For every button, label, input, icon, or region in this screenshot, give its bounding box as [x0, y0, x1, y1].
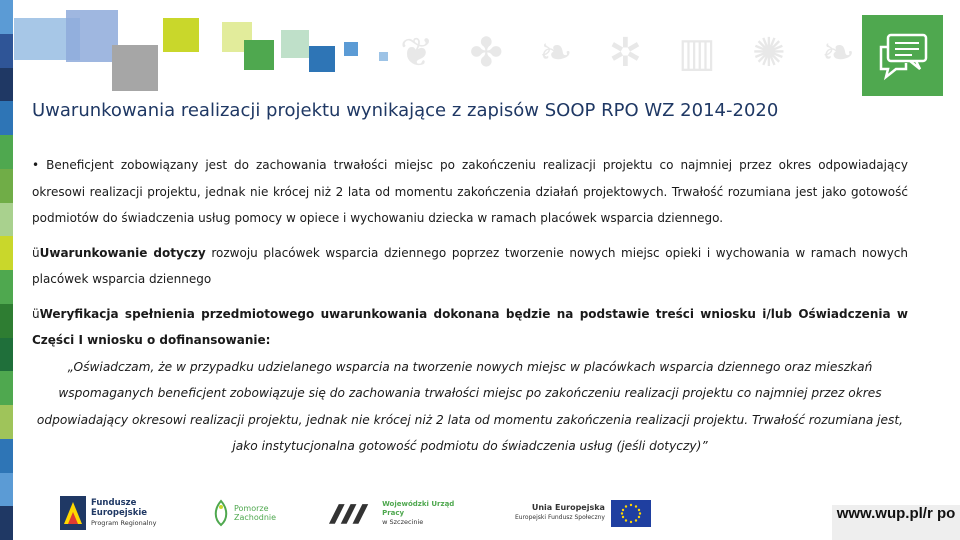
strip-segment [0, 304, 13, 338]
logo-wup-szczecin [327, 500, 477, 527]
strip-segment [0, 338, 13, 372]
check-item-2 [32, 301, 908, 354]
check-item-1 [32, 240, 908, 293]
bullet-marker: • [32, 158, 40, 172]
paragraph-text: Beneficjent zobowiązany jest do zachowania trwałości miejsc po zakończeniu realizacji projektu co najmniej przez okres odpowiadający okresowi realizacji projektu, jednak nie krócej niż 2 lata od momentu zakończenia działań projektowych. Trwałość rozumiana jest jako gotowość podmiotów do świadczenia usług pomocy w opiece i wychowaniu dziecka w ramach placówek wsparcia dziennego. [32, 158, 908, 225]
logo-unia-europejska [515, 500, 651, 527]
left-color-strip [0, 0, 13, 540]
check-item-2-text: Weryfikacja spełnienia przedmiotowego uwarunkowania dokonana będzie na podstawie treści wniosku i/lub Oświadczenia w Części I wniosku o dofinansowanie: [32, 306, 908, 347]
wind-turbine-icon: ✤ [469, 30, 504, 76]
strip-segment [0, 0, 13, 34]
decor-square [244, 40, 274, 70]
tree-icon: ❦ [400, 30, 434, 76]
bullet-paragraph [32, 152, 908, 232]
strip-segment [0, 439, 13, 473]
building-icon: ▥ [678, 30, 716, 76]
check-item-1-text: rozwoju placówek wsparcia dziennego poprzez tworzenie nowych miejsc opieki i wychowania w ramach nowych placówek wsparcia dziennego [32, 245, 909, 286]
check-marker: ü [32, 306, 40, 321]
logo-pomorze-zachodnie [212, 499, 327, 527]
decor-square [309, 46, 335, 72]
eu-flag-icon [611, 500, 651, 527]
strip-segment [0, 203, 13, 237]
pomorze-logo-icon [212, 499, 230, 527]
decor-square [112, 45, 158, 91]
logo1-line1: Fundusze [91, 498, 137, 508]
decor-square [379, 52, 388, 61]
logo3-line1: Wojewódzki Urząd Pracy [382, 499, 455, 517]
main-content [32, 152, 908, 460]
logo4-line1: Unia Europejska [531, 503, 605, 512]
decor-square [163, 18, 199, 52]
strip-segment [0, 135, 13, 169]
logo4-line2: Europejski Fundusz Społeczny [515, 514, 605, 521]
logo2-line2: Zachodnie [234, 513, 277, 522]
leaf-icon: ❧ [539, 30, 573, 76]
check-item-1-bold: Uwarunkowanie dotyczy [39, 245, 206, 260]
decor-square [344, 42, 358, 56]
strip-segment [0, 34, 13, 68]
declaration-quote: „Oświadczam, że w przypadku udzielanego wsparcia na tworzenie nowych miejsc w placówkach wsparcia dziennego oraz mieszkań wspomaganych beneficjent zobowiązuje się do zachowania trwałości miejsc po zakończeniu realizacji projektu co najmniej przez okres odpowiadający okresowi realizacji projektu, jednak nie krócej niż 2 lata od momentu zakończenia realizacji projektu. Trwałość rozumiana jest, jako instytucjonalna gotowość podmiotu do świadczenia usług (jeśli dotyczy)” [36, 359, 904, 453]
sun-icon: ✺ [751, 30, 786, 76]
strip-segment [0, 405, 13, 439]
logo1-line3: Program Regionalny [91, 519, 157, 527]
decor-square [66, 10, 118, 62]
strip-segment [0, 101, 13, 135]
website-url[interactable]: www.wup.pl/r po [832, 505, 960, 540]
fe-logo-icon [60, 496, 86, 530]
strip-segment [0, 236, 13, 270]
strip-segment [0, 371, 13, 405]
logo1-line2: Europejskie [91, 508, 148, 518]
leaf-icon: ❧ [821, 30, 855, 76]
check-marker: ü [32, 245, 40, 260]
wup-logo-icon [327, 500, 376, 526]
strip-segment [0, 169, 13, 203]
strip-segment [0, 68, 13, 102]
logo-fundusze-europejskie [60, 496, 180, 530]
strip-segment [0, 506, 13, 540]
strip-segment [0, 270, 13, 304]
background-icons [400, 18, 855, 88]
gear-icon: ✲ [608, 30, 643, 76]
logo3-line2: w Szczecinie [382, 517, 424, 526]
chat-icon-box [862, 15, 943, 96]
strip-segment [0, 473, 13, 507]
chat-icon [876, 31, 930, 81]
logo2-line1: Pomorze [234, 504, 269, 513]
decor-square [281, 30, 309, 58]
page-title: Uwarunkowania realizacji projektu wynikające z zapisów SOOP RPO WZ 2014-2020 [32, 100, 779, 121]
footer-logos [60, 488, 840, 538]
